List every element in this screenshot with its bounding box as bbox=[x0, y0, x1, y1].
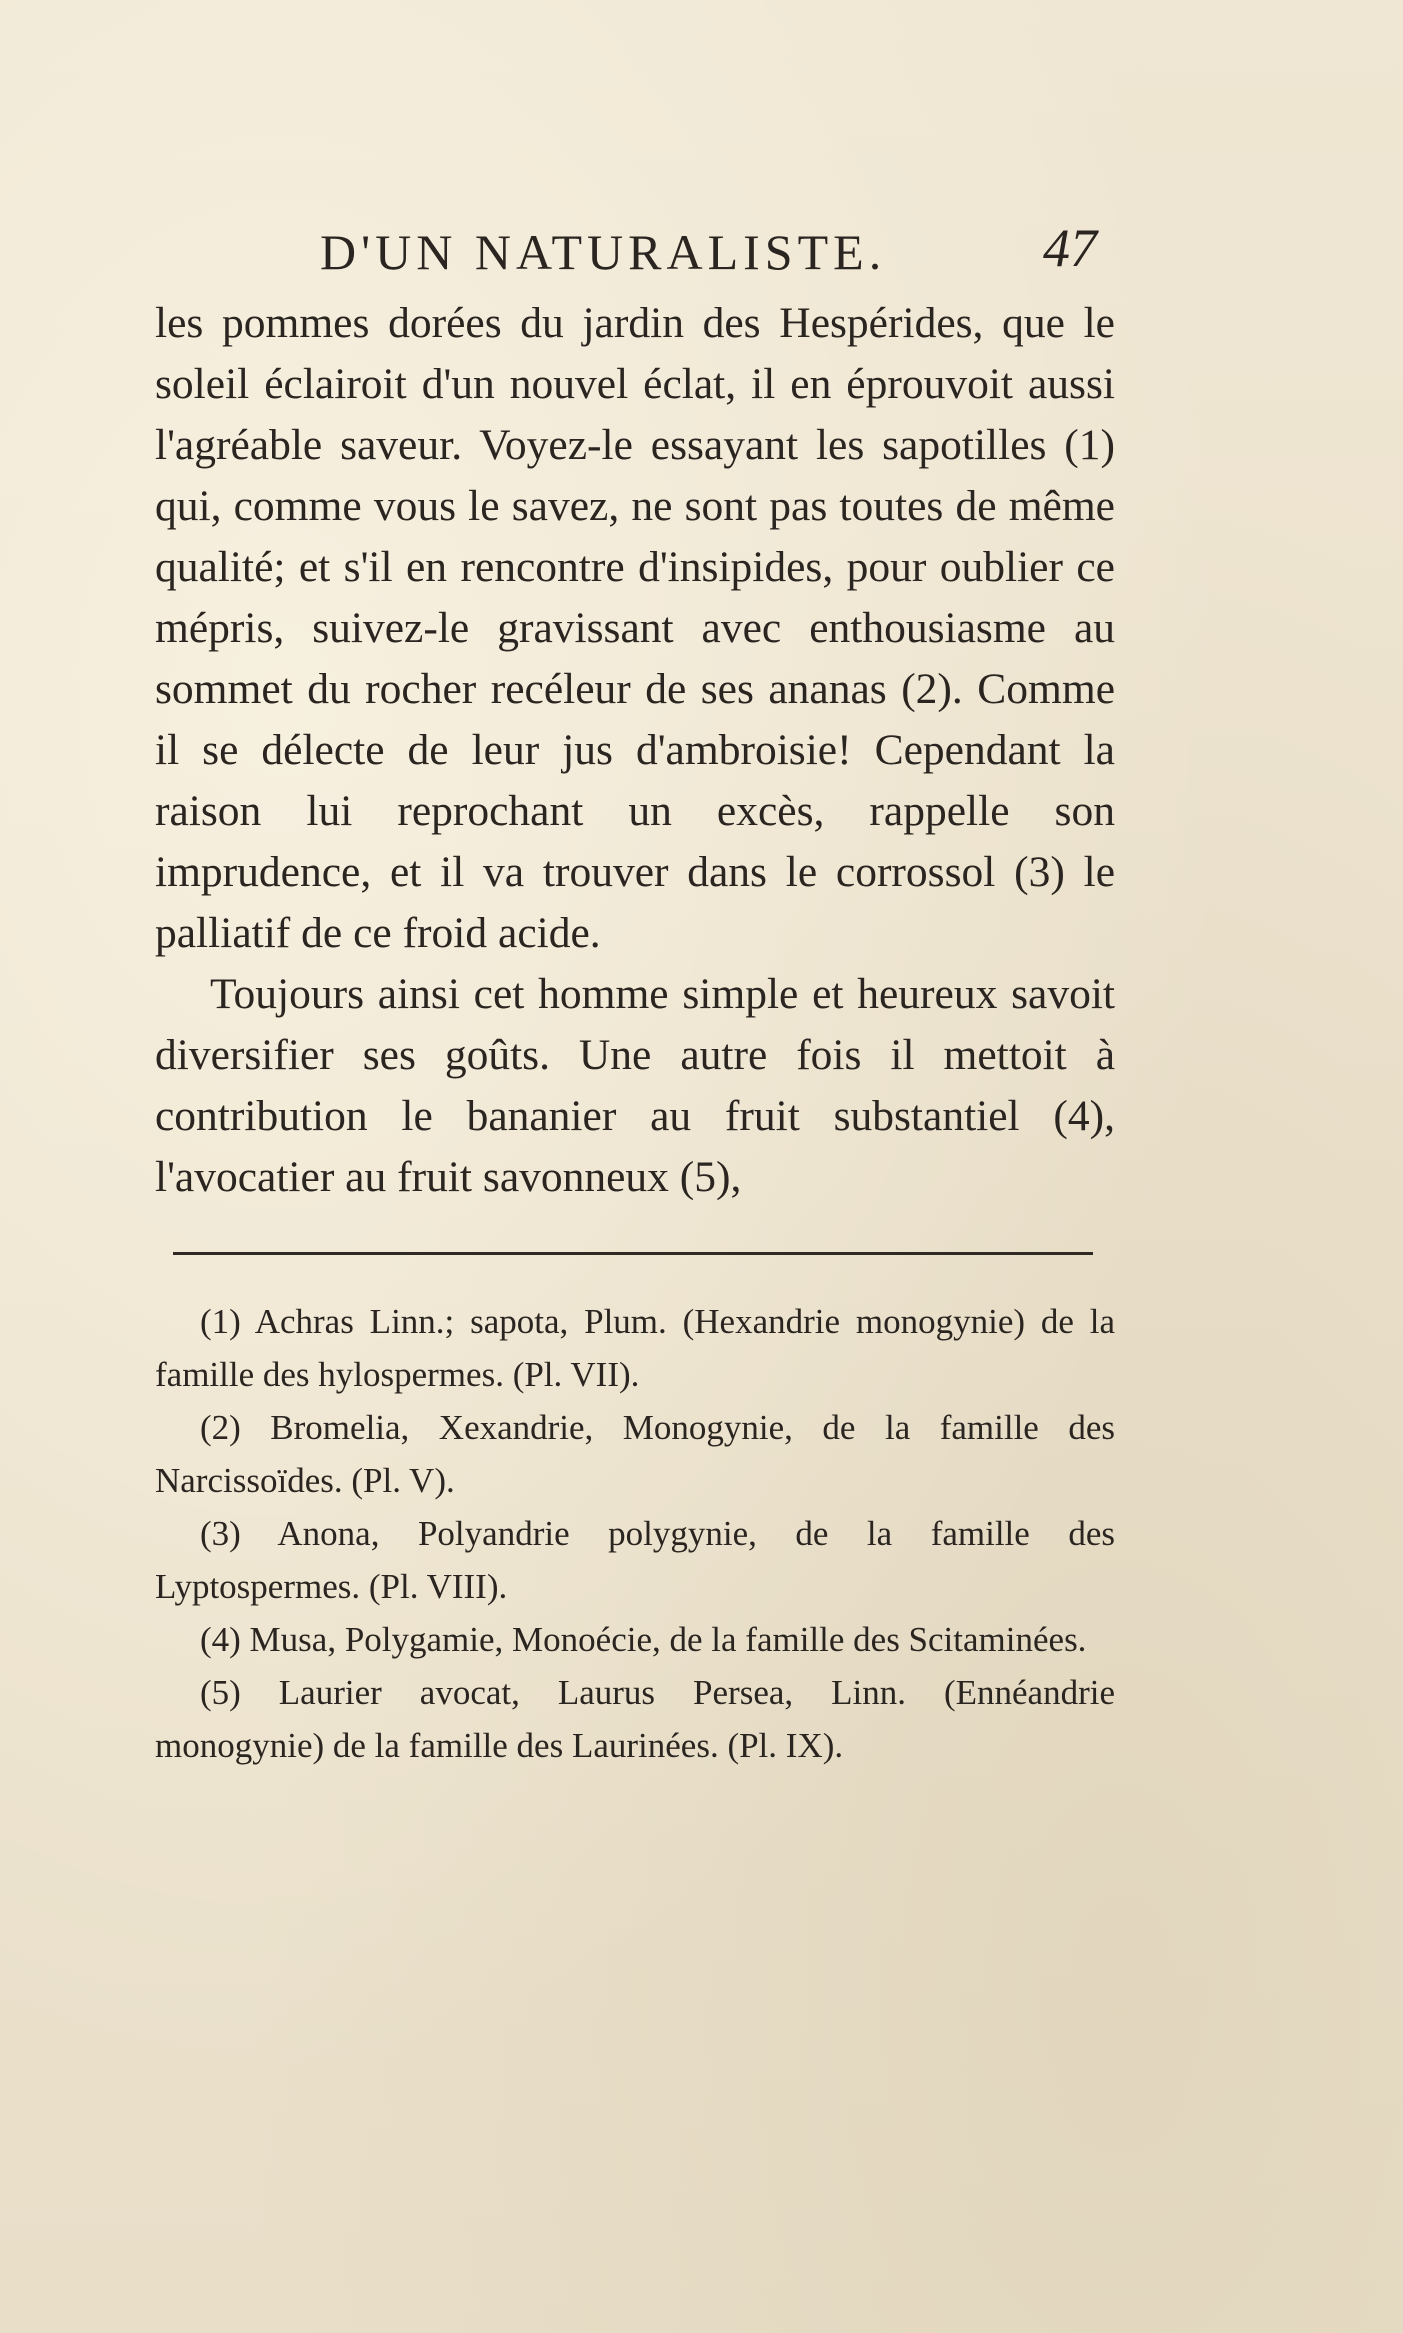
main-text bbox=[155, 293, 1115, 1208]
book-page bbox=[155, 205, 1115, 1772]
running-title: D'UN NATURALISTE. bbox=[320, 224, 887, 280]
footnote-2: (2) Bromelia, Xexandrie, Monogynie, de la famille des Narcissoïdes. (Pl. V). bbox=[155, 1408, 1115, 1500]
footnote-3: (3) Anona, Polyandrie polygynie, de la famille des Lyptospermes. (Pl. VIII). bbox=[155, 1514, 1115, 1606]
footnote-1: (1) Achras Linn.; sapota, Plum. (Hexandrie monogynie) de la famille des hylospermes. (Pl. VII). bbox=[155, 1302, 1115, 1394]
page-number: 47 bbox=[1043, 218, 1097, 278]
body-paragraph-1: les pommes dorées du jardin des Hespérides, que le soleil éclairoit d'un nouvel éclat, il en éprouvoit aussi l'agréable saveur. Voyez-le essayant les sapotilles (1) qui, comme vous le savez, ne sont pas toutes de même qualité; et s'il en rencontre d'insipides, pour oublier ce mépris, suivez-le gravissant avec enthousiasme au sommet du rocher recéleur de ses ananas (2). Comme il se délecte de leur jus d'ambroisie! Cependant la raison lui reprochant un excès, rappelle son imprudence, et il va trouver dans le corrossol (3) le palliatif de ce froid acide. bbox=[155, 299, 1115, 957]
running-head bbox=[155, 205, 1115, 280]
footnotes bbox=[155, 1295, 1115, 1772]
footnote-4: (4) Musa, Polygamie, Monoécie, de la famille des Scitaminées. bbox=[200, 1620, 1087, 1659]
body-paragraph-2: Toujours ainsi cet homme simple et heureux savoit diversifier ses goûts. Une autre fois il mettoit à contribution le bananier au fruit substantiel (4), l'avocatier au fruit savonneux (5), bbox=[155, 970, 1115, 1201]
footnote-5: (5) Laurier avocat, Laurus Persea, Linn. (Ennéandrie monogynie) de la famille des Laurinées. (Pl. IX). bbox=[155, 1673, 1115, 1765]
footnote-separator-rule bbox=[173, 1252, 1093, 1255]
